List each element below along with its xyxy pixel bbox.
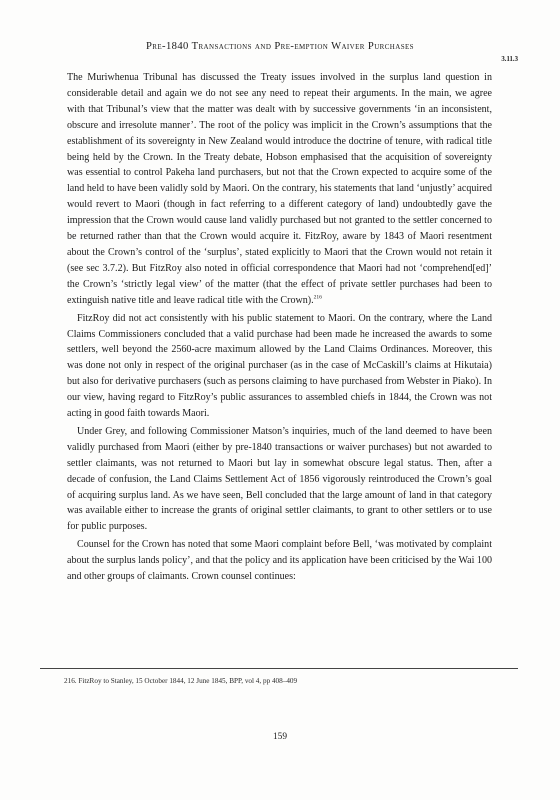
paragraph-2: FitzRoy did not act consistently with his public statement to Maori. On the contrary, where the Land Claims Commissioners concluded that a valid purchase had been made he increased the awards to some settlers, well beyond the 2560-acre maximum allowed by the Land Claims Ordinances. Moreover, this was done not only in respect of the original purchaser (as in the case of McCaskill’s claims at Hikutaia) but also for derivative purchasers (such as persons claiming to have purchased from Webster in Piako). In our view, having regard to FitzRoy’s public assurances to assembled chiefs in 1844, the Crown was not acting in good faith towards Maori. xyxy=(67,312,492,420)
running-head: Pre-1840 Transactions and Pre-emption Waiver Purchases xyxy=(146,41,414,52)
body-text xyxy=(67,70,492,585)
page-number: 159 xyxy=(272,732,288,742)
paragraph-1 xyxy=(67,70,492,309)
paragraph-1-text: The Muriwhenua Tribunal has discussed the Treaty issues involved in the surplus land question in considerable detail and again we do not see any need to repeat their arguments. In the main, we agree with that Tribunal’s view that the matter was dealt with by successive governments ‘in an inconsistent, obscure and irresolute manner’. The root of the policy was implicit in the Crown’s assumptions that the establishment of its sovereignty in New Zealand would introduce the doctrine of tenure, with radical title being held by the Crown. In the Treaty debate, Hobson emphasised that the acquisition of sovereignty was essential to control Pakeha land purchasers, but not that the Crown expected to acquire some of the land held to have been validly sold by Maori. On the contrary, his statements that land ‘unjustly’ acquired would revert to Maori (though in fact referring to a different category of land) undoubtedly gave the impression that the Crown would cause land validly purchased but not granted to the settler concerned to be returned rather than that the Crown would acquire it. FitzRoy, aware by 1843 of Maori resentment about the Crown’s control of the ‘surplus’, stated explicitly to Maori that the Crown would not retain it (see sec 3.7.2). But FitzRoy also noted in official correspondence that Maori had not ‘comprehend[ed]’ the Crown’s ‘strictly legal view’ of the matter (that the effect of private settler purchases had been to extinguish native title and leave radical title with the Crown). xyxy=(67,72,492,306)
footnote-reference: 216 xyxy=(313,294,322,301)
section-number: 3.11.3 xyxy=(501,56,518,63)
paragraph-3: Under Grey, and following Commissioner Matson’s inquiries, much of the land deemed to have been validly purchased from Maori (either by pre-1840 transactions or waiver purchases) but not awarded to settler claimants, was not returned to Maori but lay in somewhat obscure legal status. Then, after a decade of confusion, the Land Claims Settlement Act of 1856 vigorously reintroduced the Crown’s goal of acquiring surplus land. As we have seen, Bell concluded that the large amount of land in that category was available either to increase the grants of original settler claimants, to grant to other settlers or to use for public purposes. xyxy=(67,425,492,533)
footnote-divider xyxy=(40,668,518,669)
paragraph-4: Counsel for the Crown has noted that some Maori complaint before Bell, ‘was motivated by complaint about the surplus lands policy’, and that the policy and its application have been criticised by the Wai 100 and other groups of claimants. Crown counsel continues: xyxy=(67,539,492,583)
footnote: 216. FitzRoy to Stanley, 15 October 1844, 12 June 1845, BPP, vol 4, pp 408–409 xyxy=(64,677,298,685)
